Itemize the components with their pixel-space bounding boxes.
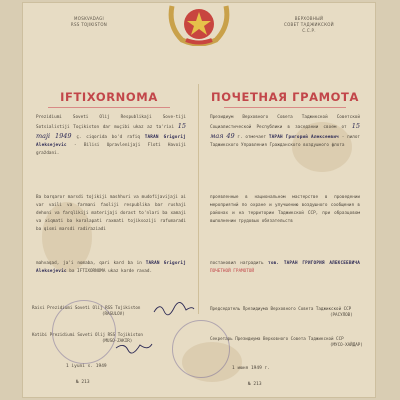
tajik-intro-text: Prezidiumi Soveti Olij Respublikaji Sove-tiji Sotsialistiji Toçikiston dar muçibi ukaz az <box>36 115 186 130</box>
tajik-date-prefix: ta'rixi <box>156 125 175 130</box>
tajik-award <box>36 260 186 276</box>
tajik-award-line: mahvaqad, ja'i nomaba, qari kard ba in <box>36 261 142 266</box>
signature-icon <box>114 340 154 354</box>
russian-award-end: ПОЧЕТНОЙ ГРАМОТОЙ <box>210 269 254 274</box>
russian-award-line: постановил наградить <box>210 261 264 266</box>
header-left <box>34 16 144 28</box>
tajik-date-month: maji <box>36 132 51 140</box>
tajik-chair-label: Raisi Prezidiumi Soveti Olij RSS Tojikiston <box>32 305 141 310</box>
signature-icon <box>152 302 196 316</box>
tajik-chair-name: (RASULOV) <box>102 311 125 316</box>
title-russian-text: ПОЧЕТНАЯ ГРАМОТА <box>211 90 359 104</box>
header-left-line: RSS TOJIKISTON <box>70 22 108 27</box>
russian-secretary-name: (МУСО-ХАЙДАР) <box>330 342 363 347</box>
russian-document-number: № 213 <box>248 382 262 387</box>
russian-chair-label: Председатель Президиума Верховного Совета Таджикской ССР <box>210 306 352 311</box>
russian-date-day: 15 <box>351 122 360 130</box>
russian-chair-signature-block <box>210 306 370 318</box>
tajik-document-number: № 213 <box>76 380 90 385</box>
russian-intro <box>210 114 360 150</box>
russian-intro-text: Президиум Верховного Совета Таджикской Советской Социалистической Республики в заседании своем от <box>210 115 360 130</box>
russian-chair-name: (РАСУЛОВ) <box>330 312 353 317</box>
tajik-recipient-role: - Bilisi Upravlenijaji Flotí Havoiji graždani. <box>36 143 186 156</box>
title-tajik <box>34 90 184 108</box>
official-stamp-right <box>172 320 230 378</box>
russian-secretary-signature-block <box>210 336 370 348</box>
title-tajik-text: IFTIXORNOMA <box>60 90 158 104</box>
tajik-chair-signature-block <box>32 305 152 317</box>
header-right <box>254 16 364 34</box>
header-left-line: MOSKVADAGI <box>74 16 104 21</box>
tajik-recipient-name: TARAN Grigorij Aleksejevic <box>36 135 186 148</box>
title-russian <box>210 90 360 108</box>
tajik-secretary-label: Kotibi Prezidiumi Soveti Olij RSS Tojikiston <box>32 332 143 337</box>
tajik-award-end: ba IFTIXORNOMA ukaz karde ravad. <box>69 269 153 274</box>
russian-date-month: мая <box>210 132 224 140</box>
russian-date-year: 49 <box>226 132 235 140</box>
tajik-recipient-name-2: TARAN Grigorij Aleksejevic <box>36 261 186 274</box>
tajik-intro <box>36 114 186 158</box>
state-emblem-icon <box>164 2 234 46</box>
tajik-issue-date: 1 iyuni s. 1949 <box>66 364 107 369</box>
certificate-sheet <box>22 2 376 398</box>
russian-recipient-role: - пилот Таджикского Управления Гражданского воздушного флота <box>210 135 360 148</box>
russian-date-suffix: г. отмечает <box>237 135 267 140</box>
russian-body: проявленные в национальном мастерстве в проведении мероприятий по охране и улучшению воздушного сообщения в районах и на территории Таджикской ССР, при образцовом выполнении трудовых обязательств <box>210 195 360 224</box>
russian-secretary-label: Секретарь Президиума Верховного Совета Таджикской ССР <box>210 336 344 341</box>
russian-recipient-name-2: тов. ТАРАН ГРИГОРИЯ АЛЕКСЕЕВИЧА <box>268 261 360 266</box>
tajik-date-year: 1949 <box>54 132 72 140</box>
russian-award <box>210 260 360 276</box>
tajik-date-suffix: ç. ciqorida bo'd <box>76 135 123 140</box>
header-right-line: С.С.Р. <box>302 28 316 33</box>
russian-recipient-name: ТАРАН Григорий Алексеевич <box>268 135 339 140</box>
tajik-rank: rafiq <box>126 135 140 140</box>
column-divider <box>198 84 199 314</box>
header-right-line: ВЕРХОВНЫЙ <box>294 16 324 21</box>
header-right-line: СОВЕТ ТАДЖИКСКОЙ <box>284 22 334 27</box>
tajik-secretary-name: (MUSO-ZAKIR) <box>102 338 133 343</box>
tajik-body: Ba barqaror marsdi tojikiji mashhuri va mudofijavijaji ai var vaili va farmani faoliji respublika bar rushaji dehoni va farqlikiji materijaji dorast to'nlari ba xamaji va xiqmati ba koralapati raxmati tojiksoziji rafumaradi ba qismi marsdi radiraziadi <box>36 195 186 232</box>
tajik-date-day: 15 <box>177 122 187 130</box>
russian-issue-date: 1 июня 1949 г. <box>232 366 270 371</box>
